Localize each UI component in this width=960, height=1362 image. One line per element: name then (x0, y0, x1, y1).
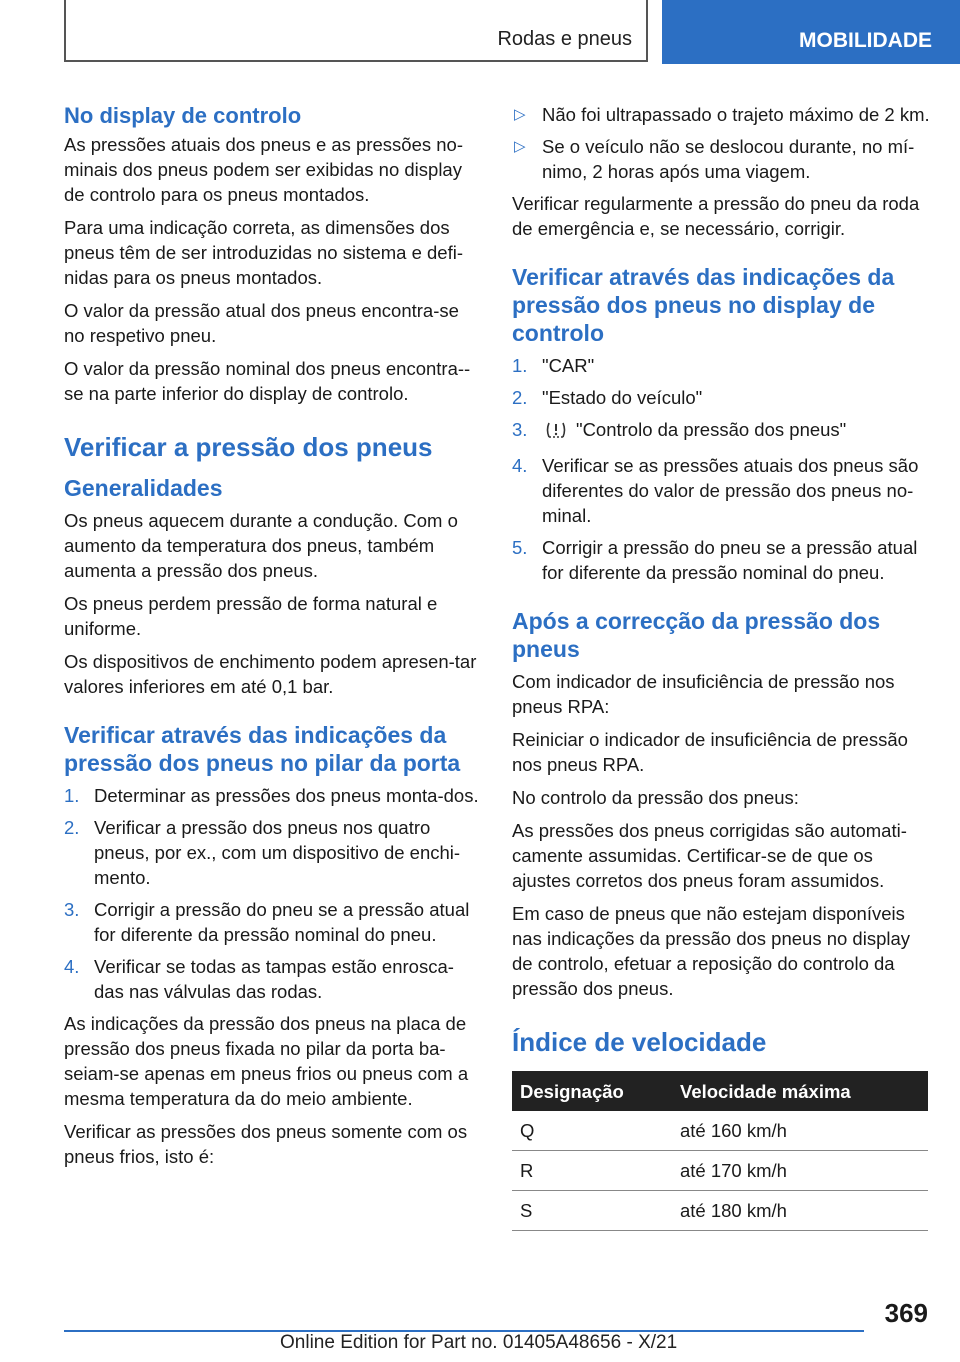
list-item (512, 417, 930, 446)
door-pillar-heading: Verificar através das indicações da pressão dos pneus no pilar da porta (64, 722, 461, 776)
table-cell: R (512, 1151, 672, 1191)
check-pressure-heading: Verificar a pressão dos pneus (64, 432, 433, 462)
tire-pressure-warning-icon (544, 420, 568, 446)
step-number: 3. (512, 419, 528, 440)
header-frame (64, 0, 648, 62)
step-text: Verificar se as pressões atuais dos pneus são diferentes do valor de pressão dos pneus no-minal. (542, 455, 919, 526)
paragraph: As pressões dos pneus corrigidas são automati-camente assumidas. Certificar-se de que os ajustes corretos dos pneus foram assumidos. (512, 820, 907, 891)
display-heading: No display de controlo (64, 103, 302, 128)
list-item (64, 897, 480, 947)
table-cell: S (512, 1191, 672, 1231)
paragraph: Para uma indicação correta, as dimensões dos pneus têm de ser introduzidas no sistema e defi-nidas para os pneus montados. (64, 217, 463, 288)
paragraph: Em caso de pneus que não estejam disponíveis nas indicações da pressão dos pneus no display de controlo, efetuar a reposição do controlo da pressão dos pneus. (512, 903, 911, 999)
paragraph: As pressões atuais dos pneus e as pressões no-minais dos pneus podem ser exibidas no display de controlo para os pneus montados. (64, 134, 464, 205)
paragraph: Com indicador de insuficiência de pressão nos pneus RPA: (512, 671, 895, 717)
step-text: Verificar se todas as tampas estão enrosca-das nas válvulas das rodas. (94, 956, 454, 1002)
after-correction-heading: Após a correcção da pressão dos pneus (512, 608, 881, 662)
list-item (512, 385, 930, 410)
display-check-steps (512, 353, 930, 585)
display-check-heading: Verificar através das indicações da pressão dos pneus no display de controlo (512, 264, 895, 346)
table-row (512, 1111, 928, 1151)
step-number: 3. (64, 899, 80, 920)
table-row (512, 1151, 928, 1191)
step-number: 4. (512, 455, 528, 476)
triangle-right-icon: ▷ (514, 106, 526, 123)
step-text: "Estado do veículo" (542, 387, 703, 408)
paragraph: Reiniciar o indicador de insuficiência de pressão nos pneus RPA. (512, 729, 908, 775)
left-column (64, 102, 480, 1177)
step-number: 4. (64, 956, 80, 977)
table-cell: até 160 km/h (672, 1111, 928, 1151)
list-item (512, 102, 930, 127)
column-header: Designação (512, 1071, 672, 1111)
column-header: Velocidade máxima (672, 1071, 928, 1111)
step-number: 5. (512, 537, 528, 558)
speed-index-table (512, 1071, 928, 1231)
cold-tire-conditions (512, 102, 930, 184)
step-text: Verificar a pressão dos pneus nos quatro pneus, por ex., com um dispositivo de enchi-mento. (94, 817, 461, 888)
paragraph: O valor da pressão nominal dos pneus encontra--se na parte inferior do display de controlo. (64, 358, 471, 404)
step-number: 1. (512, 355, 528, 376)
paragraph: No controlo da pressão dos pneus: (512, 787, 799, 808)
page-number: 369 (884, 1298, 928, 1328)
step-text: Determinar as pressões dos pneus monta-dos. (94, 785, 479, 806)
table-cell: Q (512, 1111, 672, 1151)
triangle-right-icon: ▷ (514, 138, 526, 155)
step-text: Corrigir a pressão do pneu se a pressão atual for diferente da pressão nominal do pneu. (542, 537, 918, 583)
door-pillar-steps (64, 783, 480, 1004)
list-item (64, 954, 480, 1004)
table-cell: até 170 km/h (672, 1151, 928, 1191)
table-header-row (512, 1071, 928, 1111)
paragraph: Os pneus aquecem durante a condução. Com o aumento da temperatura dos pneus, também aumenta a pressão dos pneus. (64, 510, 458, 581)
list-item (512, 134, 930, 184)
general-heading: Generalidades (64, 475, 223, 501)
step-text: "CAR" (542, 355, 595, 376)
step-number: 1. (64, 785, 80, 806)
speed-index-heading: Índice de velocidade (512, 1027, 767, 1057)
paragraph: O valor da pressão atual dos pneus encontra-se no respetivo pneu. (64, 300, 459, 346)
paragraph: Verificar regularmente a pressão do pneu da roda de emergência e, se necessário, corrigir. (512, 193, 920, 239)
step-number: 2. (512, 387, 528, 408)
list-item (512, 535, 930, 585)
list-item (64, 815, 480, 890)
table-cell: até 180 km/h (672, 1191, 928, 1231)
list-item (64, 783, 480, 808)
paragraph: Verificar as pressões dos pneus somente com os pneus frios, isto é: (64, 1121, 468, 1167)
list-item (512, 353, 930, 378)
bullet-text: Se o veículo não se deslocou durante, no mí-nimo, 2 horas após uma viagem. (542, 136, 915, 182)
step-number: 2. (64, 817, 80, 838)
list-item (512, 453, 930, 528)
step-text: Corrigir a pressão do pneu se a pressão atual for diferente da pressão nominal do pneu. (94, 899, 470, 945)
paragraph: Os pneus perdem pressão de forma natural e uniforme. (64, 593, 438, 639)
chapter-title: Rodas e pneus (497, 28, 632, 50)
step-text: "Controlo da pressão dos pneus" (576, 419, 847, 440)
section-tab: MOBILIDADE (662, 0, 960, 64)
table-row (512, 1191, 928, 1231)
paragraph: Os dispositivos de enchimento podem apresen-tar valores inferiores em até 0,1 bar. (64, 651, 477, 697)
right-column (512, 102, 930, 1231)
bullet-text: Não foi ultrapassado o trajeto máximo de 2 km. (542, 104, 930, 125)
footer-edition: Online Edition for Part no. 01405A48656 - X/21 (280, 1332, 678, 1353)
paragraph: As indicações da pressão dos pneus na placa de pressão dos pneus fixada no pilar da porta ba-seiam-se apenas em pneus frios ou pneus com a mesma temperatura da do meio ambiente. (64, 1013, 469, 1109)
